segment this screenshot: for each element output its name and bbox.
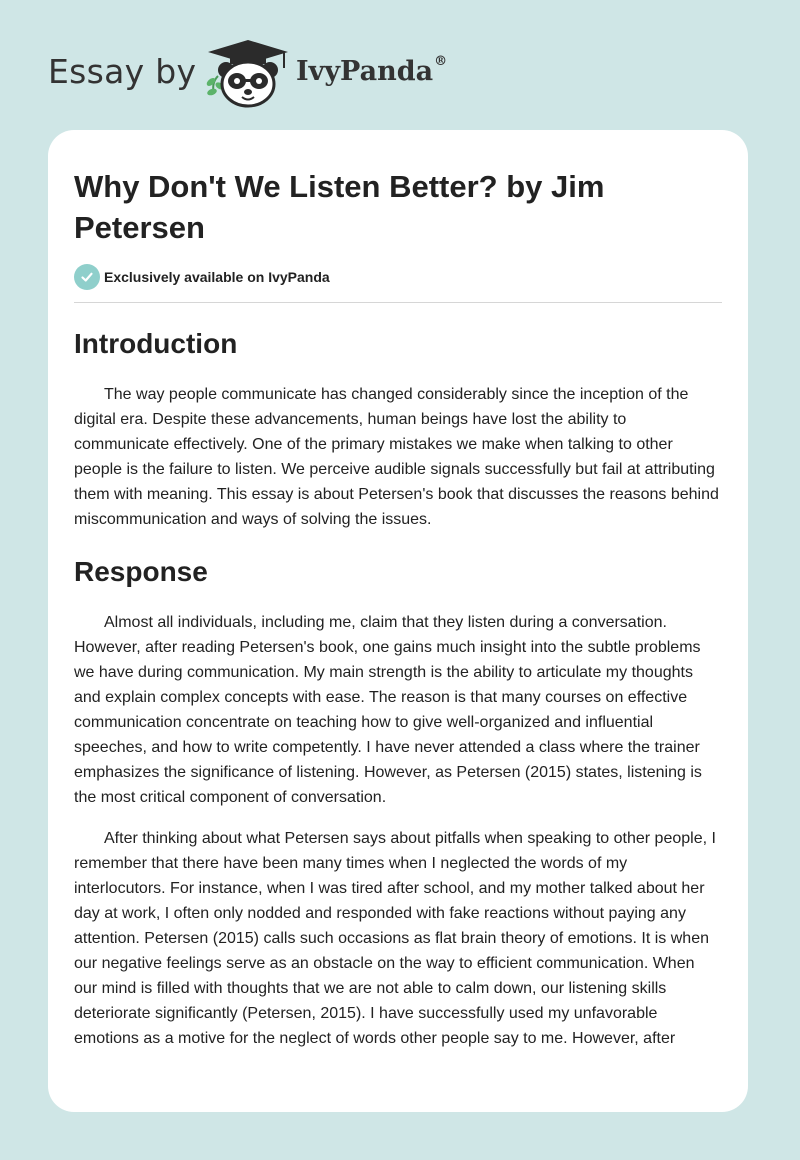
brand-name-text: IvyPanda: [296, 56, 434, 87]
section-heading: Introduction: [74, 328, 238, 359]
divider: [74, 302, 722, 303]
essay-card: [48, 130, 748, 1112]
paragraph: After thinking about what Petersen says about pitfalls when speaking to other people, I remember that there have been many times when I neglected the words of my interlocutors. For instance, when I was tired after school, and my mother talked about her day at work, I often only nodded and responded with fake reactions without paying any attention. Petersen (2015) calls such occasions as flat brain theory of emotions. It is when our negative feelings serve as an obstacle on the way to efficient communication. When our mind is filled with thoughts that we are not able to calm down, our listening skills deteriorate significantly (Petersen, 2015). I have successfully used my unfavorable emotions as a motive for the neglect of words other people say to me. However, after: [74, 830, 716, 1047]
site-header: [0, 0, 800, 130]
essay-body: [74, 324, 722, 1051]
essay-title: Why Don't We Listen Better? by Jim Petersen: [74, 169, 605, 245]
section-response: [74, 552, 722, 1051]
panda-graduate-logo-icon[interactable]: [200, 36, 300, 108]
check-circle-icon: [74, 264, 100, 290]
brand-name[interactable]: [296, 56, 447, 87]
paragraph: The way people communicate has changed considerably since the inception of the digital era. Despite these advancements, human beings have lost the ability to communicate effectively. One of the primary mistakes we make when talking to other people is the failure to listen. We perceive audible signals successfully but fail at attributing them with meaning. This essay is about Petersen's book that discusses the reasons behind miscommunication and ways of solving the issues.: [74, 386, 719, 528]
exclusive-badge-text: Exclusively available on IvyPanda: [104, 269, 330, 285]
section-introduction: [74, 324, 722, 532]
section-heading: Response: [74, 556, 208, 587]
essay-by-label: Essay by: [48, 52, 197, 91]
registered-mark: ®: [434, 54, 448, 69]
exclusive-badge: [74, 264, 330, 290]
paragraph: Almost all individuals, including me, claim that they listen during a conversation. However, after reading Petersen's book, one gains much insight into the subtle problems we have during communication. My main strength is the ability to articulate my thoughts and explain complex concepts with ease. The reason is that many courses on effective communication concentrate on teaching how to give well-organized and influential speeches, and how to write competently. I have never attended a class where the trainer emphasizes the significance of listening. However, as Petersen (2015) states, listening is the most critical component of conversation.: [74, 614, 702, 806]
